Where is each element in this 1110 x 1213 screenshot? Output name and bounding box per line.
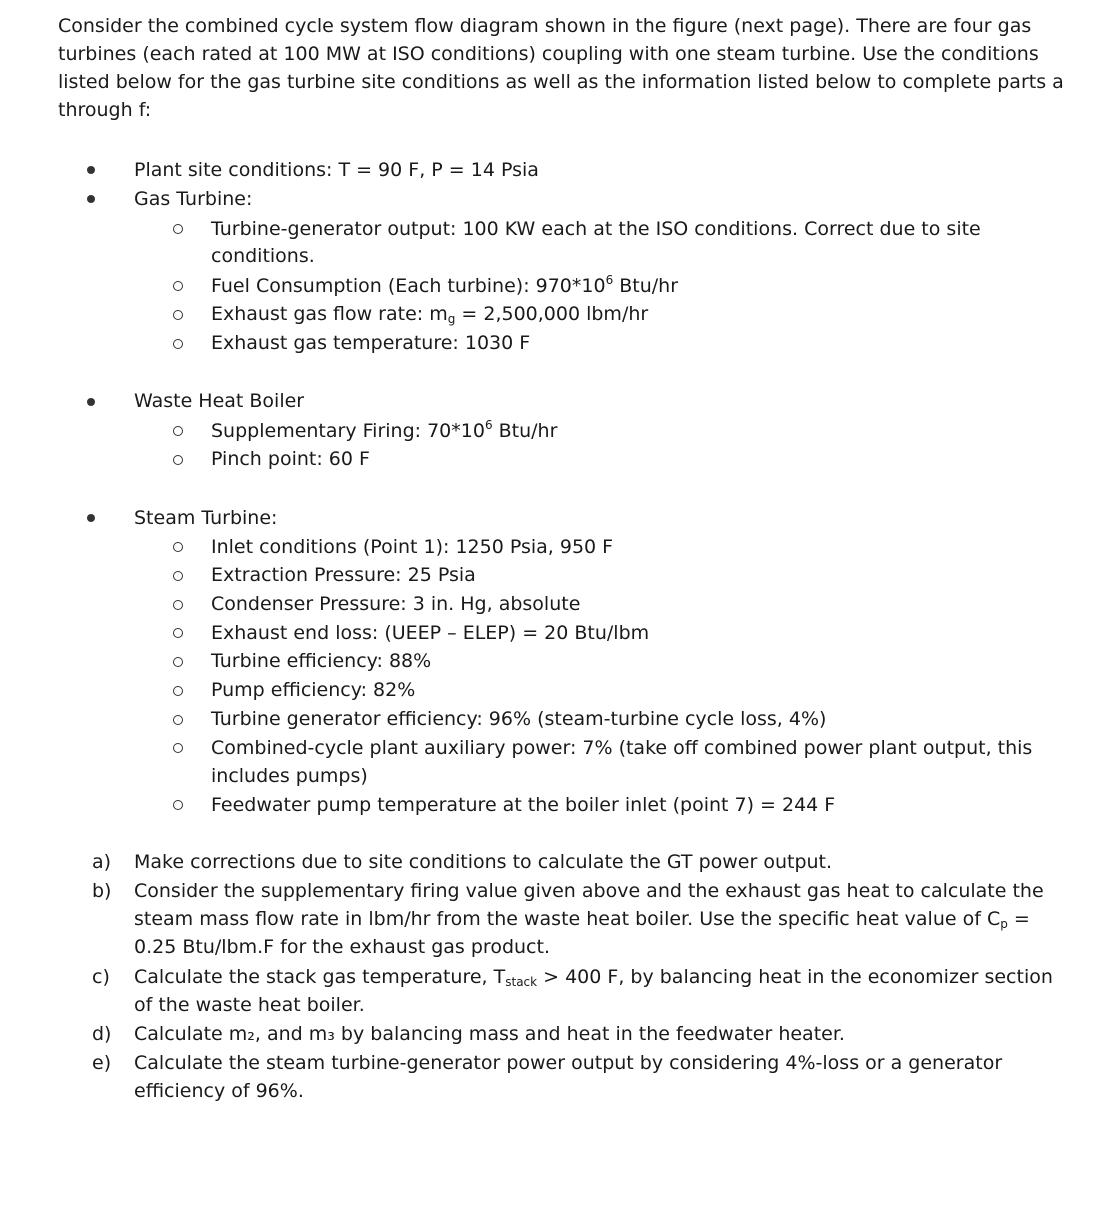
bullet-dot xyxy=(87,166,95,174)
circle-bullet xyxy=(173,686,183,696)
question-b-line3: 0.25 Btu/lbm.F for the exhaust gas product. xyxy=(134,936,550,958)
question-b-line1: Consider the supplementary firing value given above and the exhaust gas heat to calculate the xyxy=(134,880,1044,902)
question-c-label: c) xyxy=(92,966,110,988)
st-feedwater-temperature: Feedwater pump temperature at the boiler inlet (point 7) = 244 F xyxy=(211,794,836,816)
st-inlet-conditions: Inlet conditions (Point 1): 1250 Psia, 950 F xyxy=(211,536,614,558)
st-auxiliary-power-line2: includes pumps) xyxy=(211,765,368,787)
circle-bullet xyxy=(173,281,183,291)
circle-bullet xyxy=(173,600,183,610)
gt-exhaust-temp: Exhaust gas temperature: 1030 F xyxy=(211,332,531,354)
st-auxiliary-power-line1: Combined-cycle plant auxiliary power: 7% (take off combined power plant output, this xyxy=(211,737,1033,759)
circle-bullet xyxy=(173,542,183,552)
gas-turbine-heading: Gas Turbine: xyxy=(134,188,253,210)
question-b-line2: steam mass flow rate in lbm/hr from the waste heat boiler. Use the specific heat value of $C_p$ = xyxy=(134,908,1030,931)
gt-exhaust-flow: Exhaust gas flow rate: $m_g = 2,500,000$ lbm/hr xyxy=(211,303,649,326)
circle-bullet xyxy=(173,657,183,667)
st-exhaust-end-loss: Exhaust end loss: (UEEP – ELEP) = 20 Btu/lbm xyxy=(211,622,650,644)
st-extraction-pressure: Extraction Pressure: 25 Psia xyxy=(211,564,476,586)
waste-heat-boiler-heading: Waste Heat Boiler xyxy=(134,390,305,412)
st-pump-efficiency: Pump efficiency: 82% xyxy=(211,679,416,701)
circle-bullet xyxy=(173,715,183,725)
circle-bullet xyxy=(173,426,183,436)
gt-fuel-consumption: Fuel Consumption (Each turbine): $970*10^6$ Btu/hr xyxy=(211,273,679,297)
steam-turbine-heading: Steam Turbine: xyxy=(134,507,278,529)
bullet-dot xyxy=(87,514,95,522)
st-generator-efficiency: Turbine generator efficiency: 96% (steam-turbine cycle loss, 4%) xyxy=(211,708,827,730)
question-e-label: e) xyxy=(92,1052,112,1074)
whb-pinch-point: Pinch point: 60 F xyxy=(211,448,370,470)
question-a-label: a) xyxy=(92,851,112,873)
st-turbine-efficiency: Turbine efficiency: 88% xyxy=(211,650,432,672)
question-a-text: Make corrections due to site conditions to calculate the GT power output. xyxy=(134,851,833,873)
plant-site-conditions: Plant site conditions: T = 90 F, P = 14 Psia xyxy=(134,159,539,181)
gt-output-line2: conditions. xyxy=(211,245,315,267)
circle-bullet xyxy=(173,339,183,349)
circle-bullet xyxy=(173,800,183,810)
circle-bullet xyxy=(173,455,183,465)
circle-bullet xyxy=(173,571,183,581)
whb-supplementary-firing: Supplementary Firing: $70*10^6$ Btu/hr xyxy=(211,418,558,442)
circle-bullet xyxy=(173,743,183,753)
question-e-line2: efficiency of 96%. xyxy=(134,1080,304,1102)
gt-output-line1: Turbine-generator output: 100 KW each at the ISO conditions. Correct due to site xyxy=(211,218,981,240)
circle-bullet xyxy=(173,310,183,320)
st-condenser-pressure: Condenser Pressure: 3 in. Hg, absolute xyxy=(211,593,581,615)
question-d-label: d) xyxy=(92,1023,112,1045)
question-e-line1: Calculate the steam turbine-generator power output by considering 4%-loss or a generator xyxy=(134,1052,1003,1074)
circle-bullet xyxy=(173,224,183,234)
circle-bullet xyxy=(173,628,183,638)
question-c-line1: Calculate the stack gas temperature, $T_{stack} > 400$ F, by balancing heat in the economizer section xyxy=(134,966,1053,989)
bullet-dot xyxy=(87,398,95,406)
question-c-line2: of the waste heat boiler. xyxy=(134,994,365,1016)
question-d-text: Calculate m₂, and m₃ by balancing mass and heat in the feedwater heater. xyxy=(134,1023,845,1045)
bullet-dot xyxy=(87,195,95,203)
question-b-label: b) xyxy=(92,880,112,902)
intro-paragraph: Consider the combined cycle system flow diagram shown in the figure (next page). There are four gas turbines (each rated at 100 MW at ISO conditions) coupling with one steam turbine. Use the conditions listed below for the gas turbine site conditions as well as the information listed below to complete parts a through f: xyxy=(58,15,1064,121)
